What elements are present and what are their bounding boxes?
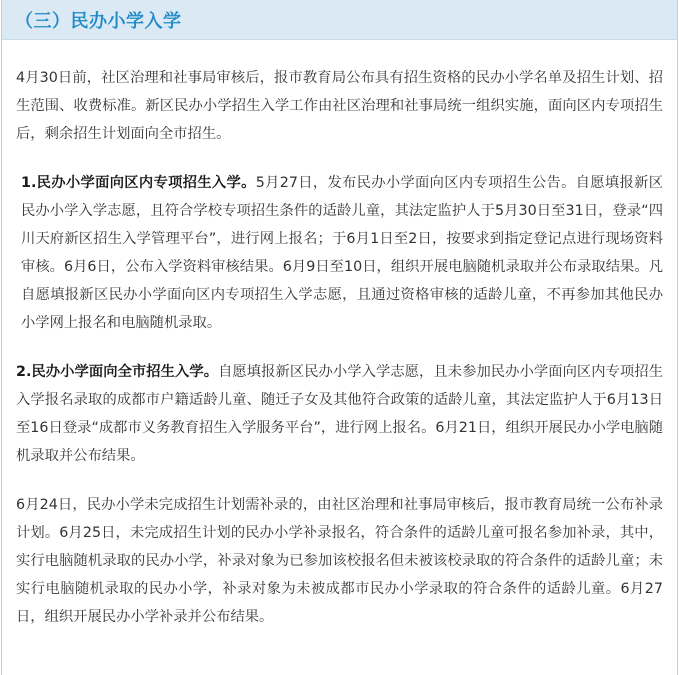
paragraph-lead: 1.民办小学面向区内专项招生入学。 — [21, 175, 256, 191]
article-frame — [1, 0, 678, 675]
paragraph-citywide-enrollment — [16, 358, 663, 470]
paragraph-text: 5月27日，发布民办小学面向区内专项招生公告。自愿填报新区民办小学入学志愿，且符合学校专项招生条件的适龄儿童，其法定监护人于5月30日至31日，登录“四川天府新区招生入学管理平台”，进行网上报名；于6月1日至2日，按要求到指定登记点进行现场资料审核。6月6日，公布入学资料审核结果。6月9日至10日，组织开展电脑随机录取并公布录取结果。凡自愿填报新区民办小学面向区内专项招生入学志愿，且通过资格审核的适龄儿童，不再参加其他民办小学网上报名和电脑随机录取。 — [21, 175, 663, 331]
paragraph-text: 4月30日前，社区治理和社事局审核后，报市教育局公布具有招生资格的民办小学名单及招生计划、招生范围、收费标准。新区民办小学招生入学工作由社区治理和社事局统一组织实施，面向区内专项招生后，剩余招生计划面向全市招生。 — [16, 70, 663, 142]
paragraph-lead: 2.民办小学面向全市招生入学。 — [16, 364, 219, 380]
article-body — [2, 40, 677, 631]
paragraph-intro — [16, 64, 663, 148]
paragraph-district-enrollment — [16, 169, 663, 337]
section-title: （三）民办小学入学 — [15, 10, 182, 32]
paragraph-text: 自愿填报新区民办小学入学志愿，且未参加民办小学面向区内专项招生入学报名录取的成都市户籍适龄儿童、随迁子女及其他符合政策的适龄儿童，其法定监护人于6月13日至16日登录“成都市义务教育招生入学服务平台”，进行网上报名。6月21日，组织开展民办小学电脑随机录取并公布结果。 — [16, 364, 663, 464]
section-header — [2, 0, 677, 40]
paragraph-text: 6月24日，民办小学未完成招生计划需补录的，由社区治理和社事局审核后，报市教育局统一公布补录计划。6月25日，未完成招生计划的民办小学补录报名，符合条件的适龄儿童可报名参加补录，其中，实行电脑随机录取的民办小学，补录对象为已参加该校报名但未被该校录取的符合条件的适龄儿童；未实行电脑随机录取的民办小学，补录对象为未被成都市民办小学录取的符合条件的适龄儿童。6月27日，组织开展民办小学补录并公布结果。 — [16, 497, 663, 625]
paragraph-supplementary-enrollment — [16, 491, 663, 631]
